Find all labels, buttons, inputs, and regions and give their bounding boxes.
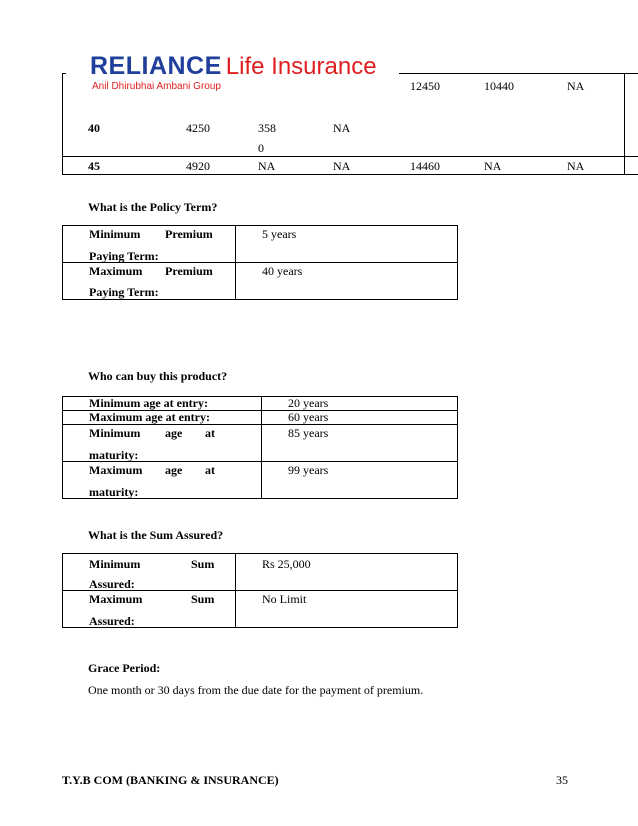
label-word: Maximum — [89, 463, 143, 477]
grace-period-heading: Grace Period: — [88, 661, 161, 675]
label-word: Paying Term: — [89, 249, 159, 263]
table-cell: 358 — [258, 121, 276, 135]
max-maturity-value: 99 years — [262, 462, 458, 499]
label-word: Minimum — [89, 426, 141, 440]
table-row — [63, 397, 458, 411]
label-word: age — [165, 426, 183, 440]
table-row — [63, 425, 458, 462]
table-row — [63, 263, 458, 300]
table-cell: NA — [333, 159, 351, 173]
table-cell: NA — [258, 159, 276, 173]
table-row — [63, 591, 458, 628]
table-cell: 4920 — [186, 159, 210, 173]
table-cell: NA — [567, 159, 585, 173]
table-cell: 14460 — [410, 159, 440, 173]
label-word: age — [165, 463, 183, 477]
label-cell — [63, 425, 262, 462]
table-border — [624, 73, 625, 174]
label-word: maturity: — [89, 485, 139, 499]
table-row — [63, 554, 458, 591]
min-sum-assured-value: Rs 25,000 — [236, 554, 458, 591]
company-logo — [88, 52, 388, 96]
max-sum-assured-value: No Limit — [236, 591, 458, 628]
eligibility-table — [62, 396, 458, 499]
label-word: Sum — [191, 592, 215, 606]
policy-term-table — [62, 225, 458, 300]
table-cell: NA — [567, 79, 585, 93]
table-cell-age: 40 — [88, 121, 100, 135]
label-cell — [63, 591, 236, 628]
table-border — [62, 73, 63, 174]
label-cell — [63, 462, 262, 499]
table-cell-age: 45 — [88, 159, 100, 173]
label-word: Premium — [165, 264, 213, 278]
label-cell — [63, 226, 236, 263]
label-word: maturity: — [89, 448, 139, 462]
table-cell: NA — [484, 159, 502, 173]
table-row — [63, 411, 458, 425]
sum-assured-table — [62, 553, 458, 628]
label-cell — [63, 263, 236, 300]
table-row — [63, 226, 458, 263]
label-word: Premium — [165, 227, 213, 241]
table-cell: 4250 — [186, 121, 210, 135]
table-cell: 12450 — [410, 79, 440, 93]
footer-course: T.Y.B COM (BANKING & INSURANCE) — [62, 773, 279, 787]
label-word: Minimum — [89, 227, 141, 241]
label-cell — [63, 554, 236, 591]
label-word: at — [205, 463, 215, 477]
logo-group: Anil Dhirubhai Ambani Group — [92, 81, 221, 92]
table-row — [63, 462, 458, 499]
max-premium-term-value: 40 years — [236, 263, 458, 300]
label-word: at — [205, 426, 215, 440]
label-word: Maximum — [89, 264, 143, 278]
table-border — [399, 73, 638, 74]
sum-assured-heading: What is the Sum Assured? — [88, 528, 224, 542]
grace-period-text: One month or 30 days from the due date for the payment of premium. — [88, 683, 424, 697]
label-word: Minimum — [89, 557, 141, 571]
min-premium-term-value: 5 years — [236, 226, 458, 263]
min-maturity-value: 85 years — [262, 425, 458, 462]
table-cell: NA — [333, 121, 351, 135]
max-entry-value: 60 years — [262, 411, 458, 425]
label-word: Assured: — [89, 614, 135, 628]
min-entry-label: Minimum age at entry: — [63, 397, 262, 411]
label-word: Assured: — [89, 577, 135, 591]
eligibility-heading: Who can buy this product? — [88, 369, 228, 383]
table-cell: 10440 — [484, 79, 514, 93]
label-word: Sum — [191, 557, 215, 571]
label-word: Paying Term: — [89, 285, 159, 299]
policy-term-heading: What is the Policy Term? — [88, 200, 218, 214]
table-cell: 0 — [258, 141, 264, 155]
max-entry-label: Maximum age at entry: — [63, 411, 262, 425]
label-word: Maximum — [89, 592, 143, 606]
logo-brand: RELIANCE — [90, 52, 222, 80]
table-border — [62, 174, 638, 175]
min-entry-value: 20 years — [262, 397, 458, 411]
table-border — [62, 156, 638, 157]
page-number: 35 — [556, 773, 568, 787]
logo-product: Life Insurance — [225, 53, 377, 80]
